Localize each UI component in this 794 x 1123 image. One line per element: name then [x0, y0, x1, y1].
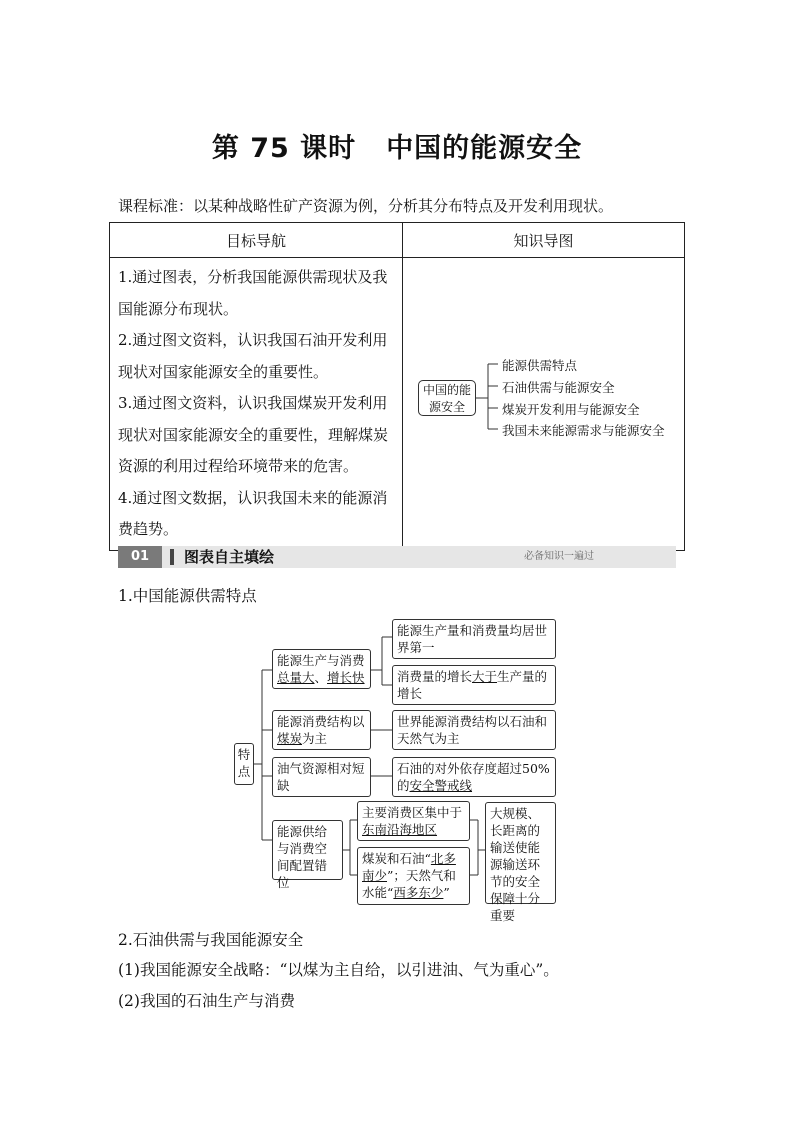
- goal-item: 3.通过图文资料，认识我国煤炭开发利用现状对国家能源安全的重要性，理解煤炭资源的利用过程给环境带来的危害。: [118, 394, 389, 475]
- mindmap-branch: 能源供需特点: [502, 358, 578, 373]
- goal-item: 2.通过图文资料，认识我国石油开发利用现状对国家能源安全的重要性。: [118, 331, 388, 381]
- branch-consumption-structure: 能源消费结构以煤炭为主: [272, 710, 371, 750]
- heading-oil-security: 2.石油供需与我国能源安全: [118, 931, 304, 949]
- detail-consumption-growth: 消费量的增长大于生产量的增长: [392, 665, 556, 705]
- section-title: 图表自主填绘: [184, 548, 275, 566]
- goals-header: 目标导航: [110, 223, 403, 258]
- mindmap-branch: 我国未来能源需求与能源安全: [502, 423, 665, 438]
- mindmap-center: 中国的能源安全: [418, 380, 476, 416]
- detail-world-structure: 世界能源消费结构以石油和天然气为主: [392, 710, 556, 750]
- section-subtitle: 必备知识一遍过: [524, 551, 594, 562]
- diagram-root: 特点: [234, 743, 254, 785]
- heading-supply-demand: 1.中国能源供需特点: [118, 587, 257, 605]
- oil-production-item: (2)我国的石油生产与消费: [118, 992, 295, 1010]
- branch-oil-gas-shortage: 油气资源相对短缺: [272, 757, 371, 797]
- page-title: 第 75 课时 中国的能源安全: [211, 133, 583, 164]
- detail-transport-security: 大规模、长距离的输送使能源输送环节的安全保障十分重要: [485, 802, 556, 904]
- strategy-item: (1)我国能源安全战略：“以煤为主自给，以引进油、气为重心”。: [118, 961, 559, 979]
- section-number: 01: [118, 546, 162, 568]
- mindmap-branch: 石油供需与能源安全: [502, 380, 615, 395]
- detail-oil-dependence: 石油的对外依存度超过50%的安全警戒线: [392, 757, 556, 797]
- detail-world-first: 能源生产量和消费量均居世界第一: [392, 619, 556, 659]
- curriculum-standard: 课程标准：以某种战略性矿产资源为例，分析其分布特点及开发利用现状。: [118, 197, 614, 215]
- detail-consumption-area: 主要消费区集中于东南沿海地区: [357, 801, 470, 841]
- goal-item: 4.通过图文数据，认识我国未来的能源消费趋势。: [118, 488, 388, 538]
- branch-total-growth: 能源生产与消费总量大、增长快: [272, 649, 371, 689]
- goal-item: 1.通过图表，分析我国能源供需现状及我国能源分布现状。: [118, 268, 388, 318]
- mindmap-header: 知识导图: [403, 223, 685, 258]
- detail-resource-distribution: 煤炭和石油“北多南少”；天然气和水能“西多东少”: [357, 847, 470, 905]
- branch-spatial-mismatch: 能源供给与消费空间配置错位: [272, 820, 343, 880]
- mindmap-branch: 煤炭开发利用与能源安全: [502, 402, 640, 417]
